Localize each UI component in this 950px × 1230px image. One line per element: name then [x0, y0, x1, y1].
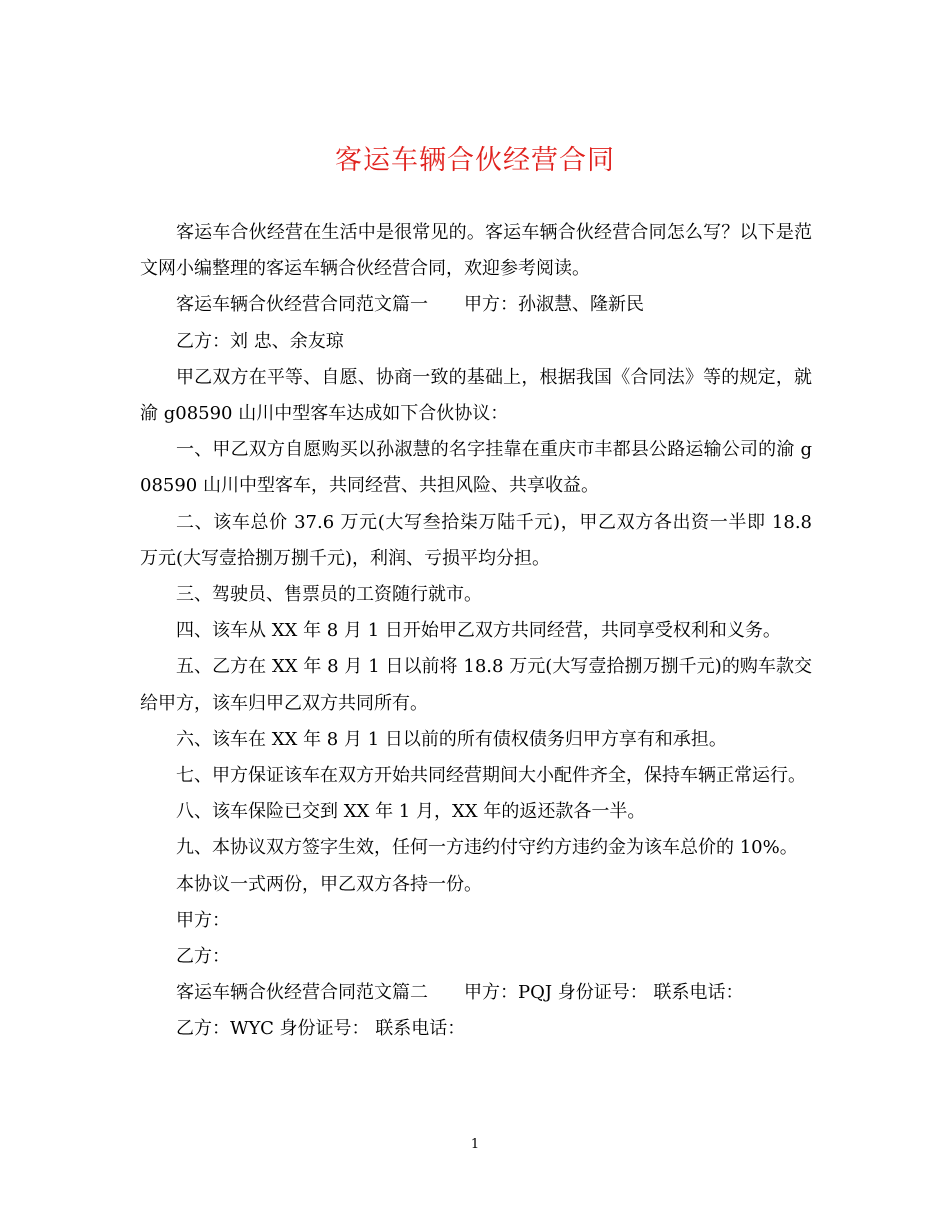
paragraph: 客运车辆合伙经营合同范文篇二 甲方：PQJ 身份证号： 联系电话：: [176, 982, 744, 1004]
paragraph: 乙方：刘 忠、余友琼: [176, 330, 344, 352]
paragraph: 乙方：: [176, 946, 230, 968]
document-title: 客运车辆合伙经营合同: [335, 145, 615, 176]
paragraph: 八、该车保险已交到 XX 年 1 月，XX 年的返还款各一半。: [176, 801, 646, 823]
paragraph: 四、该车从 XX 年 8 月 1 日开始甲乙双方共同经营，共同享受权利和义务。: [176, 620, 781, 642]
document-body: [140, 215, 812, 1048]
paragraph: 一、甲乙双方自愿购买以孙淑慧的名字挂靠在重庆市丰都县公路运输公司的渝 g08590 山川中型客车，共同经营、共担风险、共享收益。: [140, 439, 812, 497]
paragraph: 九、本协议双方签字生效，任何一方违约付守约方违约金为该车总价的 10%。: [176, 837, 798, 859]
paragraph: 三、驾驶员、售票员的工资随行就市。: [176, 584, 482, 606]
paragraph: 七、甲方保证该车在双方开始共同经营期间大小配件齐全，保持车辆正常运行。: [176, 765, 806, 787]
paragraph: 客运车辆合伙经营合同范文篇一 甲方：孙淑慧、隆新民: [176, 294, 644, 316]
paragraph: 乙方：WYC 身份证号： 联系电话：: [176, 1018, 466, 1040]
page-number: 1: [470, 1137, 480, 1152]
paragraph: 五、乙方在 XX 年 8 月 1 日以前将 18.8 万元(大写壹拾捌万捌千元)的购车款交给甲方，该车归甲乙双方共同所有。: [140, 656, 812, 714]
paragraph: 客运车合伙经营在生活中是很常见的。客运车辆合伙经营合同怎么写？以下是范文网小编整理的客运车辆合伙经营合同，欢迎参考阅读。: [140, 222, 812, 280]
paragraph: 甲乙双方在平等、自愿、协商一致的基础上，根据我国《合同法》等的规定，就渝 g08590 山川中型客车达成如下合伙协议：: [140, 366, 812, 425]
paragraph: 二、该车总价 37.6 万元(大写叁拾柒万陆千元)，甲乙双方各出资一半即 18.8 万元(大写壹拾捌万捌千元)，利润、亏损平均分担。: [140, 511, 812, 569]
paragraph: 六、该车在 XX 年 8 月 1 日以前的所有债权债务归甲方享有和承担。: [176, 728, 727, 750]
paragraph: 甲方：: [176, 909, 230, 931]
paragraph: 本协议一式两份，甲乙双方各持一份。: [176, 873, 482, 895]
